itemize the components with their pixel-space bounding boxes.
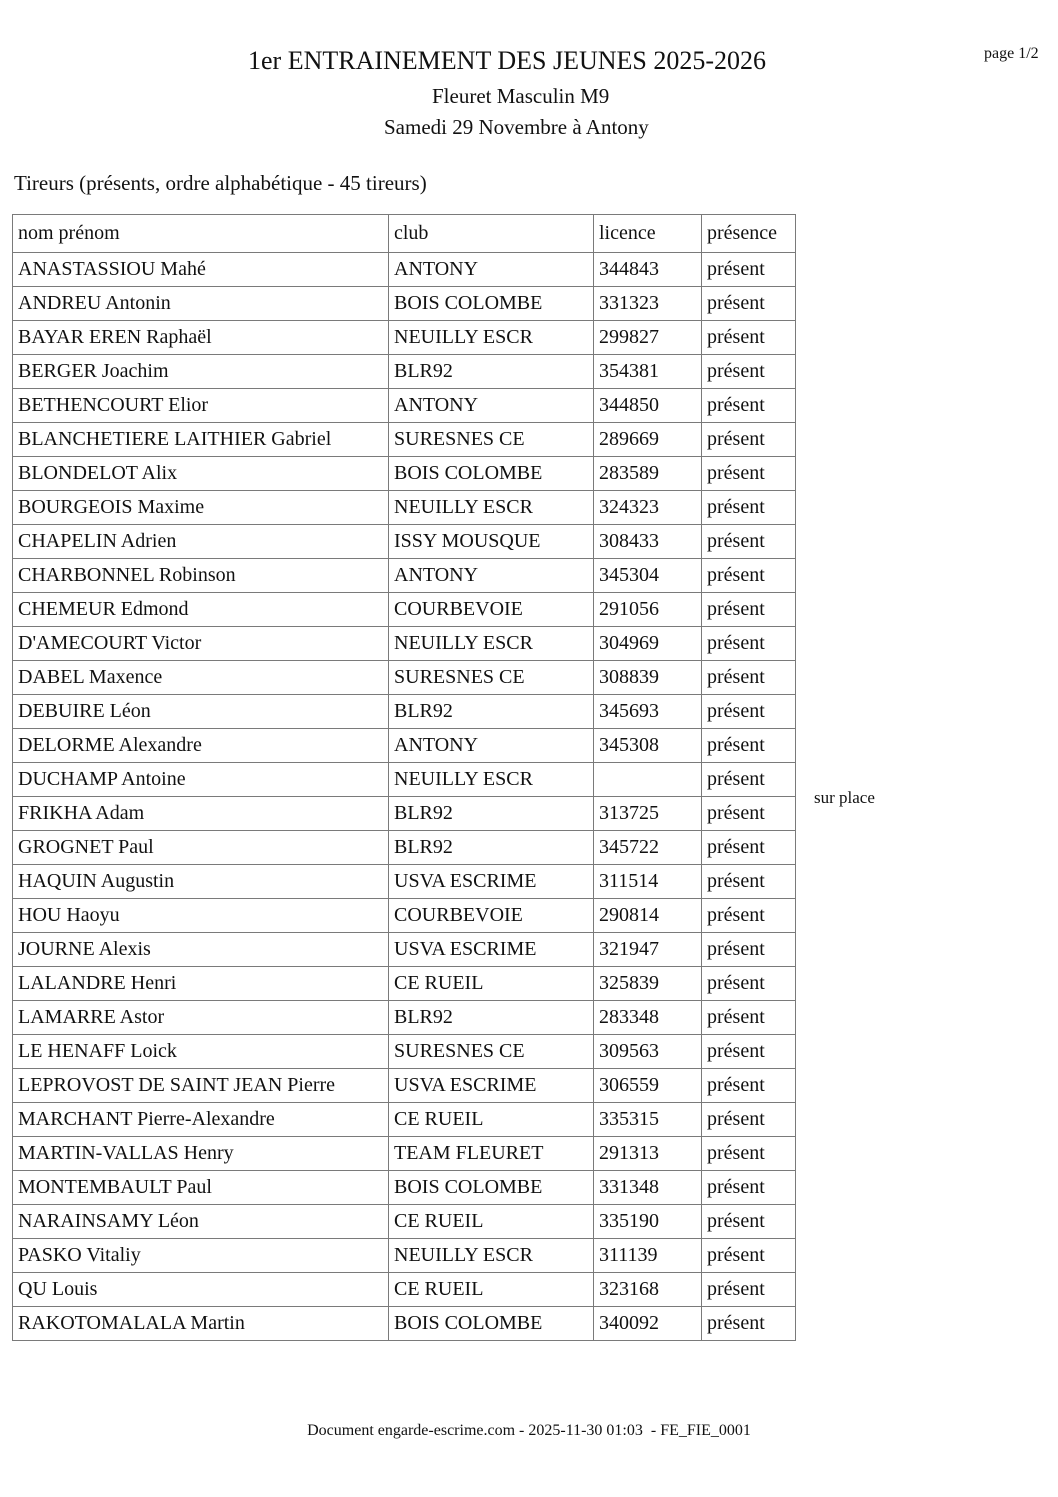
cell-presence: présent xyxy=(702,423,796,457)
cell-presence: présent xyxy=(702,831,796,865)
cell-licence: 306559 xyxy=(594,1069,702,1103)
cell-name: FRIKHA Adam xyxy=(13,797,389,831)
table-row xyxy=(13,593,796,627)
table-header-row xyxy=(13,215,796,253)
cell-presence: présent xyxy=(702,559,796,593)
table-row xyxy=(13,899,796,933)
cell-club: BOIS COLOMBE xyxy=(389,1171,594,1205)
cell-club: BLR92 xyxy=(389,1001,594,1035)
cell-name: JOURNE Alexis xyxy=(13,933,389,967)
table-row xyxy=(13,1239,796,1273)
cell-licence: 311514 xyxy=(594,865,702,899)
table-row xyxy=(13,933,796,967)
document-footer: Document engarde-escrime.com - 2025-11-30 01:03 - FE_FIE_0001 xyxy=(307,1422,751,1439)
cell-name: DABEL Maxence xyxy=(13,661,389,695)
cell-name: LALANDRE Henri xyxy=(13,967,389,1001)
table-row xyxy=(13,1171,796,1205)
cell-presence: présent xyxy=(702,933,796,967)
cell-presence: présent xyxy=(702,1137,796,1171)
table-row xyxy=(13,1069,796,1103)
document-title: 1er ENTRAINEMENT DES JEUNES 2025-2026 xyxy=(248,46,767,75)
cell-club: CE RUEIL xyxy=(389,967,594,1001)
cell-club: SURESNES CE xyxy=(389,423,594,457)
cell-licence: 321947 xyxy=(594,933,702,967)
cell-club: CE RUEIL xyxy=(389,1205,594,1239)
cell-licence: 331323 xyxy=(594,287,702,321)
cell-club: NEUILLY ESCR xyxy=(389,627,594,661)
section-title: Tireurs (présents, ordre alphabétique - 45 tireurs) xyxy=(14,171,427,195)
table-row xyxy=(13,525,796,559)
table-row xyxy=(13,559,796,593)
column-header-name: nom prénom xyxy=(13,215,389,253)
cell-presence: présent xyxy=(702,1273,796,1307)
column-header-licence: licence xyxy=(594,215,702,253)
cell-name: ANDREU Antonin xyxy=(13,287,389,321)
cell-club: ANTONY xyxy=(389,559,594,593)
table-row xyxy=(13,491,796,525)
table-row xyxy=(13,1137,796,1171)
cell-presence: présent xyxy=(702,899,796,933)
table-row xyxy=(13,1307,796,1341)
cell-presence: présent xyxy=(702,661,796,695)
table-body xyxy=(13,253,796,1341)
cell-club: BLR92 xyxy=(389,797,594,831)
cell-name: CHAPELIN Adrien xyxy=(13,525,389,559)
cell-name: BERGER Joachim xyxy=(13,355,389,389)
cell-club: NEUILLY ESCR xyxy=(389,763,594,797)
cell-presence: présent xyxy=(702,525,796,559)
cell-licence: 345308 xyxy=(594,729,702,763)
cell-licence: 344850 xyxy=(594,389,702,423)
table-row xyxy=(13,457,796,491)
cell-licence: 299827 xyxy=(594,321,702,355)
cell-club: NEUILLY ESCR xyxy=(389,1239,594,1273)
cell-licence: 344843 xyxy=(594,253,702,287)
cell-presence: présent xyxy=(702,389,796,423)
column-header-club: club xyxy=(389,215,594,253)
cell-licence: 335190 xyxy=(594,1205,702,1239)
cell-licence: 345304 xyxy=(594,559,702,593)
cell-name: ANASTASSIOU Mahé xyxy=(13,253,389,287)
table-row xyxy=(13,865,796,899)
cell-licence: 345722 xyxy=(594,831,702,865)
fencers-table xyxy=(12,214,796,1341)
cell-name: BLONDELOT Alix xyxy=(13,457,389,491)
cell-name: NARAINSAMY Léon xyxy=(13,1205,389,1239)
cell-club: SURESNES CE xyxy=(389,661,594,695)
cell-name: BAYAR EREN Raphaël xyxy=(13,321,389,355)
cell-club: SURESNES CE xyxy=(389,1035,594,1069)
cell-presence: présent xyxy=(702,1103,796,1137)
cell-name: DELORME Alexandre xyxy=(13,729,389,763)
cell-name: BETHENCOURT Elior xyxy=(13,389,389,423)
table-row xyxy=(13,321,796,355)
cell-presence: présent xyxy=(702,1239,796,1273)
table-row xyxy=(13,967,796,1001)
cell-name: LE HENAFF Loick xyxy=(13,1035,389,1069)
cell-club: NEUILLY ESCR xyxy=(389,491,594,525)
table-row xyxy=(13,1035,796,1069)
cell-licence: 323168 xyxy=(594,1273,702,1307)
cell-presence: présent xyxy=(702,253,796,287)
cell-name: MONTEMBAULT Paul xyxy=(13,1171,389,1205)
cell-club: BOIS COLOMBE xyxy=(389,287,594,321)
cell-presence: présent xyxy=(702,627,796,661)
cell-name: CHEMEUR Edmond xyxy=(13,593,389,627)
cell-licence: 340092 xyxy=(594,1307,702,1341)
cell-presence: présent xyxy=(702,457,796,491)
on-site-note: sur place xyxy=(814,788,875,807)
cell-club: TEAM FLEURET xyxy=(389,1137,594,1171)
cell-presence: présent xyxy=(702,491,796,525)
cell-name: RAKOTOMALALA Martin xyxy=(13,1307,389,1341)
cell-name: BOURGEOIS Maxime xyxy=(13,491,389,525)
cell-presence: présent xyxy=(702,287,796,321)
cell-name: LEPROVOST DE SAINT JEAN Pierre xyxy=(13,1069,389,1103)
cell-club: USVA ESCRIME xyxy=(389,1069,594,1103)
table-row xyxy=(13,729,796,763)
cell-club: ANTONY xyxy=(389,389,594,423)
cell-club: BLR92 xyxy=(389,695,594,729)
cell-name: HOU Haoyu xyxy=(13,899,389,933)
cell-presence: présent xyxy=(702,1205,796,1239)
cell-licence: 311139 xyxy=(594,1239,702,1273)
table-row xyxy=(13,253,796,287)
cell-presence: présent xyxy=(702,355,796,389)
cell-name: DEBUIRE Léon xyxy=(13,695,389,729)
cell-name: MARTIN-VALLAS Henry xyxy=(13,1137,389,1171)
table-row xyxy=(13,1205,796,1239)
cell-licence: 308839 xyxy=(594,661,702,695)
cell-club: USVA ESCRIME xyxy=(389,933,594,967)
cell-presence: présent xyxy=(702,1307,796,1341)
cell-name: MARCHANT Pierre-Alexandre xyxy=(13,1103,389,1137)
table-row xyxy=(13,1103,796,1137)
cell-presence: présent xyxy=(702,729,796,763)
cell-club: ANTONY xyxy=(389,253,594,287)
cell-licence: 354381 xyxy=(594,355,702,389)
cell-licence: 335315 xyxy=(594,1103,702,1137)
document-subtitle: Fleuret Masculin M9 xyxy=(432,84,610,108)
cell-licence: 313725 xyxy=(594,797,702,831)
table-row xyxy=(13,831,796,865)
event-date-location: Samedi 29 Novembre à Antony xyxy=(384,115,649,139)
cell-club: COURBEVOIE xyxy=(389,899,594,933)
table-row xyxy=(13,661,796,695)
cell-presence: présent xyxy=(702,763,796,797)
column-header-presence: présence xyxy=(702,215,796,253)
cell-club: COURBEVOIE xyxy=(389,593,594,627)
cell-licence: 345693 xyxy=(594,695,702,729)
table-row xyxy=(13,627,796,661)
cell-presence: présent xyxy=(702,865,796,899)
cell-licence: 289669 xyxy=(594,423,702,457)
cell-club: USVA ESCRIME xyxy=(389,865,594,899)
cell-name: GROGNET Paul xyxy=(13,831,389,865)
cell-licence xyxy=(594,763,702,797)
cell-club: BOIS COLOMBE xyxy=(389,1307,594,1341)
cell-presence: présent xyxy=(702,1171,796,1205)
cell-name: D'AMECOURT Victor xyxy=(13,627,389,661)
cell-licence: 308433 xyxy=(594,525,702,559)
cell-club: BLR92 xyxy=(389,355,594,389)
table-row xyxy=(13,355,796,389)
cell-club: ANTONY xyxy=(389,729,594,763)
cell-licence: 291056 xyxy=(594,593,702,627)
cell-licence: 325839 xyxy=(594,967,702,1001)
cell-presence: présent xyxy=(702,1001,796,1035)
cell-name: BLANCHETIERE LAITHIER Gabriel xyxy=(13,423,389,457)
cell-licence: 324323 xyxy=(594,491,702,525)
cell-presence: présent xyxy=(702,967,796,1001)
cell-licence: 283589 xyxy=(594,457,702,491)
cell-licence: 309563 xyxy=(594,1035,702,1069)
cell-presence: présent xyxy=(702,593,796,627)
cell-presence: présent xyxy=(702,695,796,729)
table-row xyxy=(13,797,796,831)
cell-name: PASKO Vitaliy xyxy=(13,1239,389,1273)
table-row xyxy=(13,763,796,797)
cell-licence: 331348 xyxy=(594,1171,702,1205)
cell-presence: présent xyxy=(702,321,796,355)
cell-club: CE RUEIL xyxy=(389,1103,594,1137)
cell-club: BLR92 xyxy=(389,831,594,865)
cell-name: CHARBONNEL Robinson xyxy=(13,559,389,593)
cell-licence: 290814 xyxy=(594,899,702,933)
cell-presence: présent xyxy=(702,797,796,831)
cell-club: NEUILLY ESCR xyxy=(389,321,594,355)
cell-licence: 283348 xyxy=(594,1001,702,1035)
cell-name: QU Louis xyxy=(13,1273,389,1307)
table-row xyxy=(13,389,796,423)
cell-name: HAQUIN Augustin xyxy=(13,865,389,899)
table-row xyxy=(13,287,796,321)
cell-presence: présent xyxy=(702,1035,796,1069)
cell-name: LAMARRE Astor xyxy=(13,1001,389,1035)
cell-club: CE RUEIL xyxy=(389,1273,594,1307)
table-row xyxy=(13,695,796,729)
table-row xyxy=(13,1001,796,1035)
cell-presence: présent xyxy=(702,1069,796,1103)
cell-name: DUCHAMP Antoine xyxy=(13,763,389,797)
page-number: page 1/2 xyxy=(984,45,1039,62)
cell-licence: 304969 xyxy=(594,627,702,661)
table-row xyxy=(13,423,796,457)
cell-club: BOIS COLOMBE xyxy=(389,457,594,491)
table-row xyxy=(13,1273,796,1307)
cell-licence: 291313 xyxy=(594,1137,702,1171)
cell-club: ISSY MOUSQUE xyxy=(389,525,594,559)
